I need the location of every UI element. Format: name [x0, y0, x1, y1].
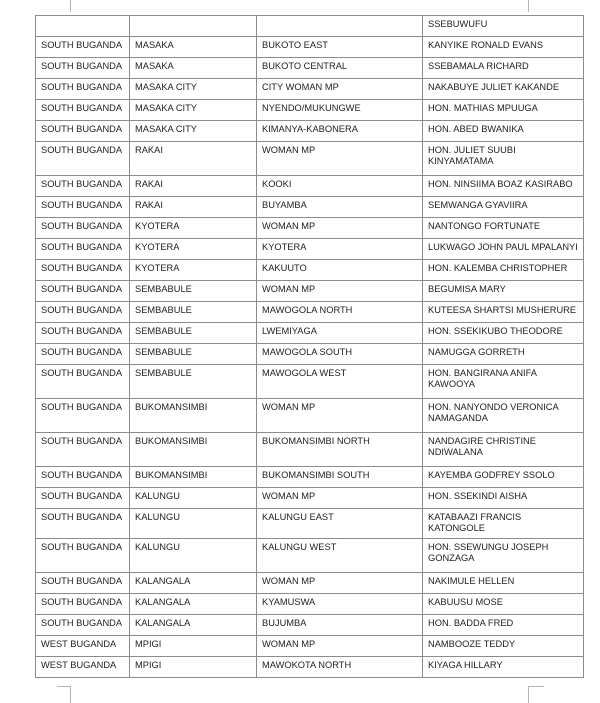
table-row	[36, 399, 584, 433]
constituency-cell: LWEMIYAGA	[257, 323, 423, 344]
district-cell: RAKAI	[130, 197, 257, 218]
table-row	[36, 239, 584, 260]
district-cell: MASAKA CITY	[130, 121, 257, 142]
table-row	[36, 100, 584, 121]
district-cell: MPIGI	[130, 657, 257, 678]
district-cell: SEMBABULE	[130, 344, 257, 365]
district-cell: BUKOMANSIMBI	[130, 467, 257, 488]
region-cell: SOUTH BUGANDA	[36, 260, 130, 281]
member-cell: KABUUSU MOSE	[423, 594, 584, 615]
member-cell: HON. NANYONDO VERONICA NAMAGANDA	[423, 399, 584, 433]
member-cell: HON. MATHIAS MPUUGA	[423, 100, 584, 121]
constituency-cell: KALUNGU WEST	[257, 539, 423, 573]
district-cell: KALANGALA	[130, 615, 257, 636]
member-cell: HON. JULIET SUUBI KINYAMATAMA	[423, 142, 584, 176]
table-row	[36, 488, 584, 509]
region-cell: SOUTH BUGANDA	[36, 344, 130, 365]
crop-mark-bottom-right	[528, 686, 544, 703]
region-cell: SOUTH BUGANDA	[36, 365, 130, 399]
constituency-cell: BUKOMANSIMBI SOUTH	[257, 467, 423, 488]
constituency-cell: NYENDO/MUKUNGWE	[257, 100, 423, 121]
constituency-cell: WOMAN MP	[257, 281, 423, 302]
table-row	[36, 218, 584, 239]
region-cell: SOUTH BUGANDA	[36, 302, 130, 323]
region-cell: SOUTH BUGANDA	[36, 467, 130, 488]
region-cell: SOUTH BUGANDA	[36, 509, 130, 539]
region-cell: SOUTH BUGANDA	[36, 488, 130, 509]
district-cell: RAKAI	[130, 176, 257, 197]
table-row	[36, 121, 584, 142]
table-row	[36, 176, 584, 197]
table-row	[36, 539, 584, 573]
constituency-cell: WOMAN MP	[257, 399, 423, 433]
region-cell: SOUTH BUGANDA	[36, 37, 130, 58]
member-cell: NAMUGGA GORRETH	[423, 344, 584, 365]
table-row	[36, 509, 584, 539]
constituency-cell: BUKOTO CENTRAL	[257, 58, 423, 79]
constituency-cell: BUJUMBA	[257, 615, 423, 636]
constituency-cell: MAWOKOTA NORTH	[257, 657, 423, 678]
member-cell: HON. ABED BWANIKA	[423, 121, 584, 142]
table-row	[36, 16, 584, 37]
constituency-cell: BUKOTO EAST	[257, 37, 423, 58]
region-cell: SOUTH BUGANDA	[36, 239, 130, 260]
constituency-cell	[257, 16, 423, 37]
table-body	[36, 16, 584, 678]
crop-mark-top-right	[528, 0, 529, 12]
district-cell: RAKAI	[130, 142, 257, 176]
member-cell: KAYEMBA GODFREY SSOLO	[423, 467, 584, 488]
table-row	[36, 433, 584, 467]
region-cell: SOUTH BUGANDA	[36, 100, 130, 121]
member-cell: HON. SSEKINDI AISHA	[423, 488, 584, 509]
constituency-cell: WOMAN MP	[257, 218, 423, 239]
region-cell: SOUTH BUGANDA	[36, 615, 130, 636]
member-cell: HON. SSEKIKUBO THEODORE	[423, 323, 584, 344]
constituency-cell: MAWOGOLA SOUTH	[257, 344, 423, 365]
constituency-cell: KALUNGU EAST	[257, 509, 423, 539]
district-cell: MASAKA CITY	[130, 79, 257, 100]
constituency-cell: BUKOMANSIMBI NORTH	[257, 433, 423, 467]
table-row	[36, 281, 584, 302]
member-cell: NAMBOOZE TEDDY	[423, 636, 584, 657]
constituency-cell: KOOKI	[257, 176, 423, 197]
district-cell: KALUNGU	[130, 539, 257, 573]
district-cell: KALANGALA	[130, 573, 257, 594]
district-cell: SEMBABULE	[130, 302, 257, 323]
member-cell: SEMWANGA GYAVIIRA	[423, 197, 584, 218]
district-cell: MASAKA CITY	[130, 100, 257, 121]
constituency-cell: MAWOGOLA NORTH	[257, 302, 423, 323]
region-cell: SOUTH BUGANDA	[36, 399, 130, 433]
member-cell: HON. KALEMBA CHRISTOPHER	[423, 260, 584, 281]
constituency-cell: KYOTERA	[257, 239, 423, 260]
constituency-cell: KAKUUTO	[257, 260, 423, 281]
region-cell: WEST BUGANDA	[36, 657, 130, 678]
table-row	[36, 37, 584, 58]
member-cell: HON. BADDA FRED	[423, 615, 584, 636]
region-cell: SOUTH BUGANDA	[36, 323, 130, 344]
district-cell: KYOTERA	[130, 239, 257, 260]
member-cell: HON. BANGIRANA ANIFA KAWOOYA	[423, 365, 584, 399]
constituency-cell: BUYAMBA	[257, 197, 423, 218]
region-cell: SOUTH BUGANDA	[36, 281, 130, 302]
member-cell: SSEBAMALA RICHARD	[423, 58, 584, 79]
region-cell: SOUTH BUGANDA	[36, 218, 130, 239]
crop-mark-top-left	[70, 0, 71, 12]
table-row	[36, 365, 584, 399]
table-row	[36, 58, 584, 79]
constituency-cell: WOMAN MP	[257, 142, 423, 176]
member-cell: NANDAGIRE CHRISTINE NDIWALANA	[423, 433, 584, 467]
member-cell: KIYAGA HILLARY	[423, 657, 584, 678]
table-row	[36, 636, 584, 657]
member-cell: HON. SSEWUNGU JOSEPH GONZAGA	[423, 539, 584, 573]
district-cell: KYOTERA	[130, 260, 257, 281]
region-cell: SOUTH BUGANDA	[36, 433, 130, 467]
table-row	[36, 260, 584, 281]
region-cell: SOUTH BUGANDA	[36, 573, 130, 594]
district-cell: KYOTERA	[130, 218, 257, 239]
region-cell: SOUTH BUGANDA	[36, 79, 130, 100]
district-cell: BUKOMANSIMBI	[130, 433, 257, 467]
constituency-cell: WOMAN MP	[257, 573, 423, 594]
member-cell: HON. NINSIIMA BOAZ KASIRABO	[423, 176, 584, 197]
region-cell	[36, 16, 130, 37]
region-cell: SOUTH BUGANDA	[36, 594, 130, 615]
region-cell: SOUTH BUGANDA	[36, 121, 130, 142]
district-cell: MASAKA	[130, 37, 257, 58]
constituency-cell: WOMAN MP	[257, 636, 423, 657]
member-cell: LUKWAGO JOHN PAUL MPALANYI	[423, 239, 584, 260]
district-cell: SEMBABULE	[130, 365, 257, 399]
member-cell: NANTONGO FORTUNATE	[423, 218, 584, 239]
table-row	[36, 615, 584, 636]
district-cell: MPIGI	[130, 636, 257, 657]
member-cell: SSEBUWUFU	[423, 16, 584, 37]
region-cell: SOUTH BUGANDA	[36, 539, 130, 573]
member-cell: NAKABUYE JULIET KAKANDE	[423, 79, 584, 100]
region-cell: SOUTH BUGANDA	[36, 142, 130, 176]
district-cell: BUKOMANSIMBI	[130, 399, 257, 433]
constituency-cell: KYAMUSWA	[257, 594, 423, 615]
member-cell: KATABAAZI FRANCIS KATONGOLE	[423, 509, 584, 539]
region-cell: SOUTH BUGANDA	[36, 197, 130, 218]
mp-results-table	[35, 15, 584, 678]
crop-mark-bottom-left	[57, 686, 71, 703]
member-cell: BEGUMISA MARY	[423, 281, 584, 302]
table-row	[36, 573, 584, 594]
constituency-cell: CITY WOMAN MP	[257, 79, 423, 100]
constituency-cell: KIMANYA-KABONERA	[257, 121, 423, 142]
district-cell: KALUNGU	[130, 488, 257, 509]
constituency-cell: MAWOGOLA WEST	[257, 365, 423, 399]
member-cell: NAKIMULE HELLEN	[423, 573, 584, 594]
table-row	[36, 142, 584, 176]
member-cell: KUTEESA SHARTSI MUSHERURE	[423, 302, 584, 323]
district-cell: SEMBABULE	[130, 323, 257, 344]
district-cell	[130, 16, 257, 37]
table-row	[36, 79, 584, 100]
region-cell: SOUTH BUGANDA	[36, 58, 130, 79]
district-cell: KALANGALA	[130, 594, 257, 615]
table-row	[36, 594, 584, 615]
constituency-cell: WOMAN MP	[257, 488, 423, 509]
table-row	[36, 302, 584, 323]
table-row	[36, 467, 584, 488]
district-cell: KALUNGU	[130, 509, 257, 539]
table-row	[36, 197, 584, 218]
region-cell: SOUTH BUGANDA	[36, 176, 130, 197]
member-cell: KANYIKE RONALD EVANS	[423, 37, 584, 58]
region-cell: WEST BUGANDA	[36, 636, 130, 657]
district-cell: SEMBABULE	[130, 281, 257, 302]
table-row	[36, 323, 584, 344]
table-row	[36, 657, 584, 678]
district-cell: MASAKA	[130, 58, 257, 79]
table-row	[36, 344, 584, 365]
